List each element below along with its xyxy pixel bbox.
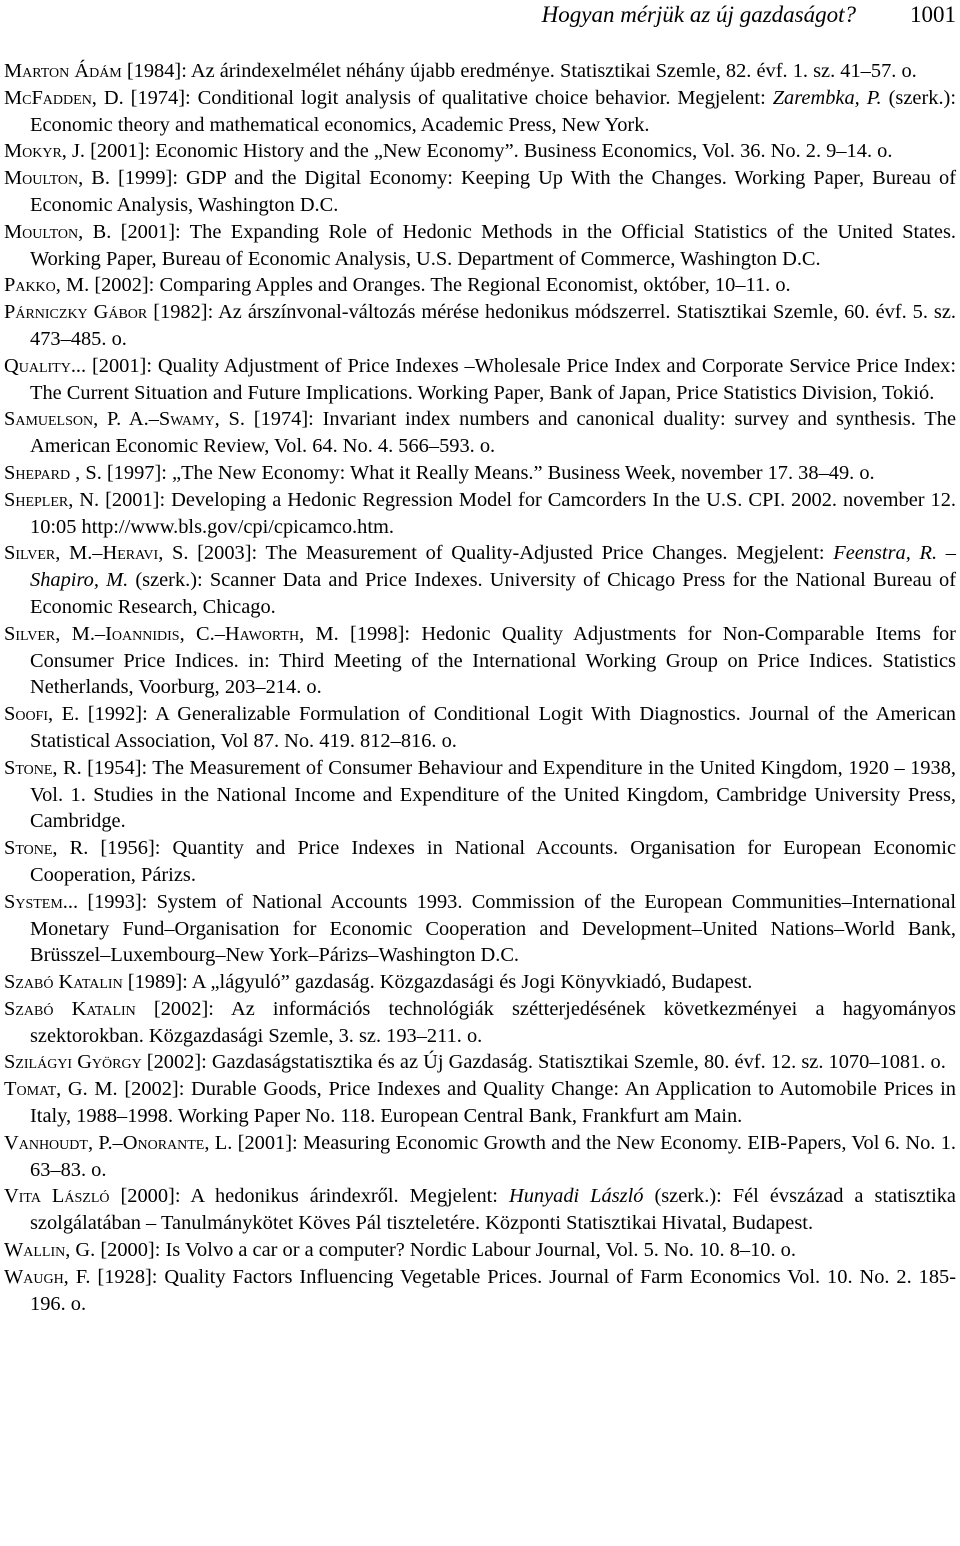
reference-author: Shepard xyxy=(4,461,71,484)
reference-entry xyxy=(4,138,956,165)
reference-entry xyxy=(4,621,956,701)
reference-text: [1999]: GDP and the Digital Economy: Keeping Up With the Changes. Working Paper, Bureau of Economic Analysis, Washington D.C. xyxy=(30,167,957,216)
reference-author: Quality... xyxy=(4,354,87,377)
reference-text: [1974]: Invariant index numbers and canonical duality: survey and synthesis. The American Economic Review, Vol. 64. No. 4. 566–593. o. xyxy=(30,408,956,458)
reference-entry xyxy=(4,755,956,835)
reference-entry xyxy=(4,889,956,969)
reference-author: Marton Ádám xyxy=(4,60,122,82)
reference-author: Stone, R. xyxy=(4,756,82,779)
reference-author: Waugh, F. xyxy=(4,1265,91,1288)
running-title: Hogyan mérjük az új gazdaságot? xyxy=(541,2,856,27)
reference-entry xyxy=(4,165,956,219)
reference-text: [2002]: Az információs technológiák szétterjedésének következményei a hagyományos szektorokban. Közgazdasági Szemle, 3. sz. 193–211. o. xyxy=(30,997,956,1047)
reference-author: Vita László xyxy=(4,1185,110,1208)
reference-text: [1993]: System of National Accounts 1993. Commission of the European Communities–International Monetary Fund–Organisation for Economic Cooperation and Development–United Nations–World Bank, Brüsszel–Luxembourg–New York–Párizs–Washington D.C. xyxy=(30,890,956,967)
reference-text: [1984]: Az árindexelmélet néhány újabb eredménye. Statisztikai Szemle, 82. évf. 1. sz. 41–57. o. xyxy=(121,60,917,82)
reference-text: [1998]: Hedonic Quality Adjustments for Non-Comparable Items for Consumer Price Indices. in: Third Meeting of the International Working Group on Price Indices. Statistics Netherlands, Voorburg, 203–214. o. xyxy=(30,622,956,699)
reference-author: Tomat, G. M. xyxy=(4,1078,118,1101)
reference-text: [2001]: Economic History and the „New Economy”. Business Economics, Vol. 36. No. 2. 9–14. o. xyxy=(85,140,893,163)
reference-author: System... xyxy=(4,890,79,913)
reference-editor: Feenstra, R. – Shapiro, M. xyxy=(30,542,956,592)
reference-text: [2001]: The Expanding Role of Hedonic Methods in the Official Statistics of the United States. Working Paper, Bureau of Economic Analysis, U.S. Department of Commerce, Washington D.C. xyxy=(30,220,956,270)
reference-entry xyxy=(4,1183,956,1237)
reference-text-continued: (szerk.): Economic theory and mathematical economics, Academic Press, New York. xyxy=(30,86,956,136)
reference-text-continued: (szerk.): Fél évszázad a statisztika szolgálatában – Tanulmánykötet Köves Pál tiszteletére. Központi Statisztikai Hivatal, Budapest. xyxy=(30,1185,956,1235)
reference-editor: Hunyadi László xyxy=(508,1185,644,1208)
reference-entry xyxy=(4,1237,956,1264)
reference-entry xyxy=(4,406,956,460)
reference-author: Stone, R. xyxy=(4,837,89,860)
reference-author: Wallin, G. xyxy=(4,1239,96,1262)
reference-entry xyxy=(4,1076,956,1130)
reference-entry xyxy=(4,540,956,620)
reference-entry xyxy=(4,701,956,755)
reference-text: [1989]: A „lágyuló” gazdaság. Közgazdasági és Jogi Könyvkiadó, Budapest. xyxy=(122,971,753,994)
reference-author: Samuelson, P. A.–Swamy, S. xyxy=(4,408,245,431)
reference-text: , S. [1997]: „The New Economy: What it Really Means.” Business Week, november 17. 38–49. o. xyxy=(70,461,875,484)
reference-entry xyxy=(4,299,956,353)
reference-author: Vanhoudt, P.–Onorante, L. xyxy=(4,1131,233,1154)
reference-entry xyxy=(4,996,956,1050)
reference-text: [2001]: Quality Adjustment of Price Indexes –Wholesale Price Index and Corporate Service Price Index: The Current Situation and Future Implications. Working Paper, Bank of Japan, Price Statistics Division, Tokió. xyxy=(30,354,956,404)
reference-text: [2002]: Comparing Apples and Oranges. The Regional Economist, október, 10–11. o. xyxy=(89,274,791,297)
reference-entry xyxy=(4,85,956,139)
reference-entry xyxy=(4,219,956,273)
reference-entry xyxy=(4,1049,956,1076)
reference-entry xyxy=(4,487,956,541)
reference-text: [2000]: Is Volvo a car or a computer? Nordic Labour Journal, Vol. 5. No. 10. 8–10. o. xyxy=(95,1239,796,1262)
reference-text: [1954]: The Measurement of Consumer Behaviour and Expenditure in the United Kingdom, 1920 – 1938, Vol. 1. Studies in the National Income and Expenditure of the United Kingdom, Cambridge University Press, Cambridge. xyxy=(30,756,956,833)
reference-text: [2001]: Developing a Hedonic Regression Model for Camcorders In the U.S. CPI. 2002. november 12. 10:05 http://www.bls.gov/cpi/cpicamco.htm. xyxy=(30,488,956,538)
reference-author: Pakko, M. xyxy=(4,274,90,297)
reference-author: Szabó Katalin xyxy=(4,997,136,1020)
reference-text: [1956]: Quantity and Price Indexes in National Accounts. Organisation for European Economic Cooperation, Párizs. xyxy=(30,837,956,886)
reference-author: Szabó Katalin xyxy=(4,971,123,994)
reference-entry xyxy=(4,58,956,85)
reference-text: [2003]: The Measurement of Quality-Adjusted Price Changes. Megjelent: xyxy=(188,542,834,565)
reference-text: [2000]: A hedonikus árindexről. Megjelent: xyxy=(109,1185,509,1208)
reference-text: [1974]: Conditional logit analysis of qualitative choice behavior. Megjelent: xyxy=(123,86,773,109)
reference-author: McFadden, D. xyxy=(4,86,124,109)
reference-text: [1928]: Quality Factors Influencing Vegetable Prices. Journal of Farm Economics Vol. 10. No. 2. 185-196. o. xyxy=(30,1265,956,1315)
reference-entry xyxy=(4,1264,956,1318)
reference-author: Mokyr, J. xyxy=(4,140,86,163)
reference-entry xyxy=(4,1130,956,1184)
reference-text: [2001]: Measuring Economic Growth and the New Economy. EIB-Papers, Vol 6. No. 1. 63–83. o. xyxy=(30,1131,956,1181)
reference-author: Silver, M.–Ioannidis, C.–Haworth, M. xyxy=(4,622,339,645)
reference-text: [2002]: Gazdaságstatisztika és az Új Gazdaság. Statisztikai Szemle, 80. évf. 12. sz. 1070–1081. o. xyxy=(141,1051,946,1074)
reference-text-continued: (szerk.): Scanner Data and Price Indexes. University of Chicago Press for the National Bureau of Economic Research, Chicago. xyxy=(30,569,956,618)
reference-author: Szilágyi György xyxy=(4,1051,142,1074)
reference-author: Shepler, N. xyxy=(4,488,100,511)
reference-entry xyxy=(4,969,956,996)
reference-text: [2002]: Durable Goods, Price Indexes and Quality Change: An Application to Automobile Prices in Italy, 1988–1998. Working Paper No. 118. European Central Bank, Frankfurt am Main. xyxy=(30,1078,956,1128)
running-header xyxy=(16,0,956,30)
reference-text: [1982]: Az árszínvonal-változás mérése hedonikus módszerrel. Statisztikai Szemle, 60. évf. 5. sz. 473–485. o. xyxy=(30,301,956,350)
reference-entry xyxy=(4,272,956,299)
reference-entry xyxy=(4,460,956,487)
reference-entry xyxy=(4,835,956,889)
reference-author: Moulton, B. xyxy=(4,220,112,243)
reference-editor: Zarembka, P. xyxy=(772,86,882,109)
reference-author: Moulton, B. xyxy=(4,167,110,190)
reference-author: Silver, M.–Heravi, S. xyxy=(4,542,189,565)
reference-entry xyxy=(4,353,956,407)
reference-author: Soofi, E. xyxy=(4,703,80,726)
reference-text: [1992]: A Generalizable Formulation of Conditional Logit With Diagnostics. Journal of the American Statistical Association, Vol 87. No. 419. 812–816. o. xyxy=(30,703,957,752)
reference-list xyxy=(4,58,956,1317)
reference-author: Párniczky Gábor xyxy=(4,301,148,324)
page-number: 1001 xyxy=(910,2,956,27)
